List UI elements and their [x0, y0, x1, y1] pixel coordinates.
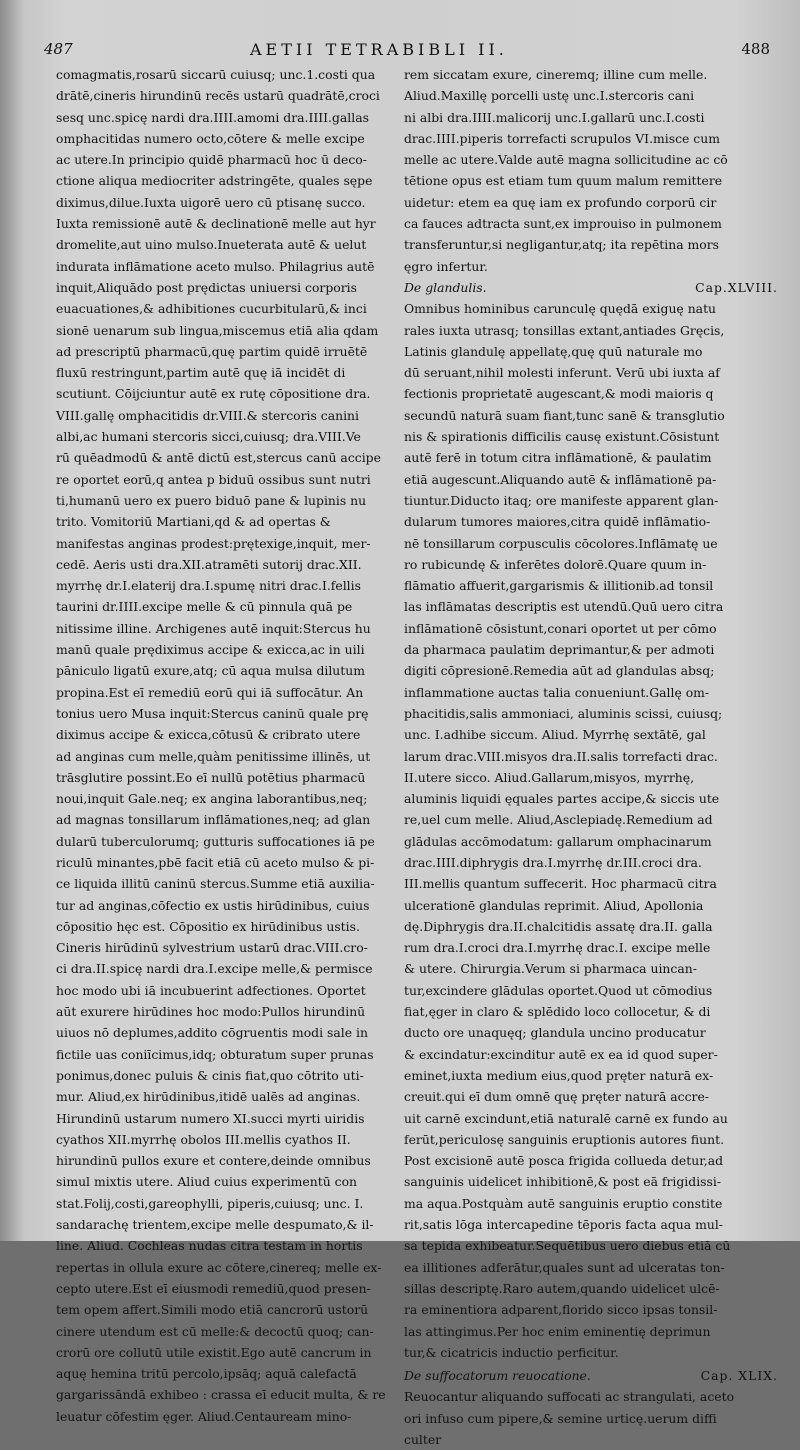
text-line: crorū ore collutū utile existit.Ego autē cancrum in [56, 1344, 372, 1360]
text-line: hirundinū pullos exure et contere,deinde omnibus [56, 1153, 371, 1169]
text-line: drac.IIII.piperis torrefacti scrupulos VI.misce cum [404, 130, 720, 146]
text-line: transferuntur,si negligantur,atq; ita repētina mors [404, 237, 720, 253]
text-line: ferūt,periculosę sanguinis eruptionis autores fiunt. [404, 1131, 725, 1147]
text-line: ori infuso cum pipere,& semine urticę.uerum diffi [404, 1410, 717, 1426]
text-line: sandarachę trientem,excipe melle despumato,& il- [56, 1217, 374, 1233]
text-line: sa tepida exhibeatur.Sequētibus uero diebus etiā cū [404, 1238, 731, 1254]
text-line: sillas descriptę.Raro autem,quando uidelicet ulcē- [404, 1280, 720, 1296]
text-line: & excindatur:excinditur autē ex ea id quod super- [404, 1046, 718, 1062]
text-line: hoc modo ubi iā incubuerint adfectiones. Oportet [56, 982, 366, 998]
text-line: dromelite,aut uino mulso.Inueterata autē & uelut [56, 237, 367, 253]
text-line: creuit.qui eī dum omnē quę pręter naturā accre- [404, 1089, 709, 1105]
text-line: gargarissāndā exhibeo : crassa eī educit multa, & re [56, 1387, 386, 1403]
section-title: De glandulis. [404, 279, 487, 295]
chapter-number: Cap.XLVIII. [695, 279, 778, 295]
text-line: tur,& cicatricis inductio perficitur. [404, 1344, 619, 1360]
chapter-number: Cap. XLIX. [700, 1368, 778, 1384]
text-line: ca fauces adtracta sunt,ex improuiso in pulmonem [404, 216, 722, 232]
left-text-column [56, 64, 391, 1427]
text-line: & utere. Chirurgia.Verum si pharmaca uincan- [404, 961, 697, 977]
text-line: melle ac utere.Valde autē magna sollicitudine ac cō [404, 152, 728, 168]
text-line: indurata inflāmatione aceto mulso. Philagrius autē [56, 258, 375, 274]
text-line: noui,inquit Gale.neq; ex angina laborantibus,neq; [56, 791, 368, 807]
text-line: cinere utendum est cū melle:& decoctū quoq; can- [56, 1323, 374, 1339]
text-line: ac utere.In principio quidē pharmacū hoc ū deco- [56, 152, 367, 168]
text-line: rū quēadmodū & antē dictū est,stercus canū accipe [56, 450, 381, 466]
text-line: culter [404, 1432, 442, 1447]
text-line: ad prescriptū pharmacū,quę partim quidē irruētē [56, 343, 368, 359]
left-page-number: 487 [44, 40, 73, 58]
text-line: las inflāmatas descriptis est utendū.Quū uero citra [404, 599, 724, 615]
text-line: trāsglutire possint.Eo eī nullū potētius pharmacū [56, 769, 366, 785]
text-line: pāniculo ligatū exure,atq; cū aqua mulsa dilutum [56, 663, 365, 679]
text-line: ce liquida illitū caninū stercus.Summe etiā auxilia- [56, 876, 375, 892]
text-line: ducto ore unaquęq; glandula uncino producatur [404, 1025, 706, 1041]
text-line: ea illitiones adferātur,quales sunt ad ulceratas ton- [404, 1259, 725, 1275]
text-line: ęgro infertur. [404, 258, 488, 274]
text-line: etiā augescunt.Aliquando autē & inflāmationē pa- [404, 471, 717, 487]
text-line: tiuntur.Diducto itaq; ore manifeste apparent glan- [404, 492, 719, 508]
text-line: albi,ac humani stercoris sicci,cuiusq; dra.VIII.Ve [56, 429, 361, 445]
text-line: ni albi dra.IIII.malicorij unc.I.gallarū unc.I.costi [404, 109, 705, 125]
text-line: nitissime illine. Archigenes autē inquit:Stercus hu [56, 620, 371, 636]
text-line: comagmatis,rosarū siccarū cuiusq; unc.1.costi qua [56, 67, 376, 82]
text-line: sesq unc.spicę nardi dra.IIII.amomi dra.IIII.gallas [56, 109, 369, 125]
text-line: fiat,ęger in claro & splēdido loco collocetur, & di [404, 1004, 711, 1020]
text-line: ro rubicundę & inferētes dolorē.Quare quum in- [404, 556, 707, 572]
text-line: Cineris hirūdinū sylvestrium ustarū drac.VIII.cro- [56, 940, 368, 956]
text-line: aluminis liquidi ęquales partes accipe,& siccis ute [404, 791, 720, 807]
text-line: Omnibus hominibus carunculę quędā exiguę natu [404, 301, 717, 317]
text-line: re,uel cum melle. Aliud,Asclepiadę.Remedium ad [404, 812, 713, 828]
text-line: Hirundinū ustarum numero XI.succi myrti uiridis [56, 1110, 365, 1126]
text-line: nē tonsillarum corpusculis cōcolores.Inflāmatę ue [404, 535, 718, 551]
text-line: Iuxta remissionē autē & declinationē melle aut hyr [56, 216, 376, 232]
text-line: inquit,Aliquādo post prędictas uniuersi corporis [56, 279, 357, 295]
right-column-bottom-text [404, 1386, 778, 1450]
text-line: tur,excindere glādulas oportet.Quod ut cōmodius [404, 982, 713, 998]
text-line: dularū tuberculorumq; gutturis suffocationes iā pe [56, 833, 375, 849]
text-line: tētione opus est etiam tum quum malum remittere [404, 173, 723, 189]
text-line: inflammatione auctas talia conueniunt.Gallę om- [404, 684, 710, 700]
text-line: Latinis glandulę appellatę,quę quū naturale mo [404, 343, 703, 359]
text-line: dę.Diphrygis dra.II.chalcitidis assatę dra.II. galla [404, 918, 713, 934]
text-line: Post excisionē autē posca frigida collueda detur,ad [404, 1153, 724, 1169]
text-line: uit carnē excindunt,etiā naturalē carnē ex fundo au [404, 1110, 728, 1126]
text-line: ra eminentiora adparent,florido sicco ipsas tonsil- [404, 1302, 718, 1318]
text-line: rem siccatam exure, cineremq; illine cum melle. [404, 67, 708, 82]
text-line: nis & spirationis difficilis causę existunt.Cōsistunt [404, 429, 720, 445]
text-line: secundū naturā suam fiant,tunc sanē & transglutio [404, 407, 725, 423]
text-line: flāmatio affuerit,gargarismis & illitionib.ad tonsil [404, 578, 714, 594]
text-line: phacitidis,salis ammoniaci, aluminis scissi, cuiusq; [404, 705, 723, 721]
text-line: propina.Est eī remediū eorū qui iā suffocātur. An [56, 684, 364, 700]
text-line: cepto utere.Est eī eiusmodi remediū,quod presen- [56, 1280, 371, 1296]
text-line: uidetur: etem ea quę iam ex profundo corporū cir [404, 194, 717, 210]
text-line: tur ad anginas,cōfectio ex ustis hirūdinibus, cuius [56, 897, 370, 913]
right-column-top-text [404, 64, 778, 277]
section-heading-glandulis [404, 277, 778, 298]
text-line: digiti cōpresionē.Remedia aūt ad glandulas absq; [404, 663, 715, 679]
text-line: ponimus,donec puluis & cinis fiat,quo cōtrito uti- [56, 1067, 364, 1083]
text-line: manifestas anginas prodest:prętexige,inquit, mer- [56, 535, 371, 551]
right-text-column [404, 64, 778, 1450]
text-line: repertas in ollula exure ac cōtere,cinereq; melle ex- [56, 1259, 382, 1275]
text-line: drac.IIII.diphrygis dra.I.myrrhę dr.III.croci dra. [404, 854, 702, 870]
text-line: trito. Vomitoriū Martiani,qd & ad opertas & [56, 514, 331, 530]
text-line: fluxū restringunt,partim autē quę iā incidēt di [56, 365, 346, 381]
text-line: eminet,iuxta medium eius,quod pręter naturā ex- [404, 1067, 714, 1083]
text-line: sionē uenarum sub lingua,miscemus etiā alia qdam [56, 322, 379, 338]
text-line: ctione aliqua mediocriter adstringēte, quales sępe [56, 173, 373, 189]
text-line: III.mellis quantum suffecerit. Hoc pharmacū citra [404, 876, 717, 892]
text-line: aquę hemina tritū percolo,ipsāq; aquā calefactā [56, 1366, 357, 1382]
text-line: diximus accipe & exicca,cōtusū & cribrato utere [56, 727, 361, 743]
text-line: sanguinis uidelicet inhibitionē,& post eā frigidissi- [404, 1174, 722, 1190]
text-line: dularum tumores maiores,citra quidē inflāmatio- [404, 514, 711, 530]
text-line: cyathos XII.myrrhę obolos III.mellis cyathos II. [56, 1131, 351, 1147]
text-line: drātē,cineris hirundinū recēs ustarū quadrātē,croci [56, 88, 380, 104]
text-line: fictile uas coniīcimus,idq; obturatum super prunas [56, 1046, 374, 1062]
right-column-middle-text [404, 298, 778, 1363]
section-heading-suffocatorum [404, 1365, 778, 1386]
text-line: rales iuxta utrasq; tonsillas extant,antiades Gręcis, [404, 322, 725, 338]
text-line: VIII.gallę omphacitidis dr.VIII.& stercoris canini [56, 407, 359, 423]
section-title: De suffocatorum reuocatione. [404, 1368, 591, 1384]
text-line: aūt exurere hirūdines hoc modo:Pullos hirundinū [56, 1004, 366, 1020]
text-line: taurini dr.IIII.excipe melle & cū pinnula quā pe [56, 599, 353, 615]
text-line: diximus,dilue.Iuxta uigorē uero cū ptisanę succo. [56, 194, 366, 210]
text-line: fectionis proprietatē augescant,& modi maioris q [404, 386, 714, 402]
text-line: scutiunt. Cōijciuntur autē ex rutę cōpositione dra. [56, 386, 371, 402]
text-line: II.utere sicco. Aliud.Gallarum,misyos, myrrhę, [404, 769, 695, 785]
text-line: da pharmaca paulatim deprimantur,& per admoti [404, 642, 715, 658]
text-line: mur. Aliud,ex hirūdinibus,itidē ualēs ad anginas. [56, 1089, 361, 1105]
text-line: ad anginas cum melle,quàm penitissime illinēs, ut [56, 748, 371, 764]
text-line: glādulas accōmodatum: gallarum omphacinarum [404, 833, 712, 849]
text-line: ti,humanū uero ex puero biduō pane & lupinis nu [56, 492, 367, 508]
right-page-number: 488 [741, 40, 770, 58]
text-line: larum drac.VIII.misyos dra.II.salis torrefacti drac. [404, 748, 718, 764]
text-line: ad magnas tonsillarum inflāmationes,neq; ad glan [56, 812, 371, 828]
text-line: re oportet eorū,q antea p biduū ossibus sunt nutri [56, 471, 371, 487]
running-title: AETII TETRABIBLI II. [250, 40, 508, 59]
text-line: uiuos nō deplumes,addito cōgruentis modi sale in [56, 1025, 368, 1041]
text-line: Aliud.Maxillę porcelli ustę unc.I.stercoris cani [404, 88, 695, 104]
text-line: Reuocantur aliquando suffocati ac strangulati, aceto [404, 1389, 735, 1405]
text-line: euacuationes,& adhibitiones cucurbitularū,& inci [56, 301, 367, 317]
text-line: ci dra.II.spicę nardi dra.I.excipe melle,& permisce [56, 961, 373, 977]
text-line: stat.Folij,costi,gareophylli, piperis,cuiusq; unc. I. [56, 1195, 364, 1211]
text-line: omphacitidas numero octo,cōtere & melle excipe [56, 130, 365, 146]
text-line: autē ferē in totum citra inflāmationē, & paulatim [404, 450, 712, 466]
text-line: cedē. Aeris usti dra.XII.atramēti sutorij drac.XII. [56, 556, 362, 572]
text-line: myrrhę dr.I.elaterij dra.I.spumę nitri drac.I.fellis [56, 578, 361, 594]
text-line: rum dra.I.croci dra.I.myrrhę drac.I. excipe melle [404, 940, 711, 956]
text-line: line. Aliud. Cochleas nudas citra testam in hortis [56, 1238, 363, 1254]
text-line: rit,satis lōga intercapedine tēporis facta aqua mul- [404, 1217, 723, 1233]
text-line: las attingimus.Per hoc enim eminentię deprimun [404, 1323, 711, 1339]
text-line: inflāmationē cōsistunt,conari oportet ut per cōmo [404, 620, 717, 636]
text-line: tem opem affert.Simili modo etiā cancrorū ustorū [56, 1302, 369, 1318]
text-line: tonius uero Musa inquit:Stercus caninū quale prę [56, 705, 369, 721]
text-line: riculū minantes,pbē facit etiā cū aceto mulso & pi- [56, 854, 375, 870]
text-line: ulcerationē glandulas reprimit. Aliud, Apollonia [404, 897, 704, 913]
text-line: unc. I.adhibe siccum. Aliud. Myrrhę sextātē, gal [404, 727, 706, 743]
text-line: leuatur cōfestim ęger. Aliud.Centauream mino- [56, 1408, 352, 1424]
text-line: simul mixtis utere. Aliud cuius experimentū con [56, 1174, 358, 1190]
text-line: dū seruant,nihil molesti inferunt. Verū ubi iuxta af [404, 365, 720, 381]
text-line: manū quale prędiximus accipe & exicca,ac in uili [56, 642, 365, 658]
text-line: ma aqua.Postquàm autē sanguinis eruptio constite [404, 1195, 723, 1211]
text-line: cōpositio hęc est. Cōpositio ex hirūdinibus ustis. [56, 918, 360, 934]
